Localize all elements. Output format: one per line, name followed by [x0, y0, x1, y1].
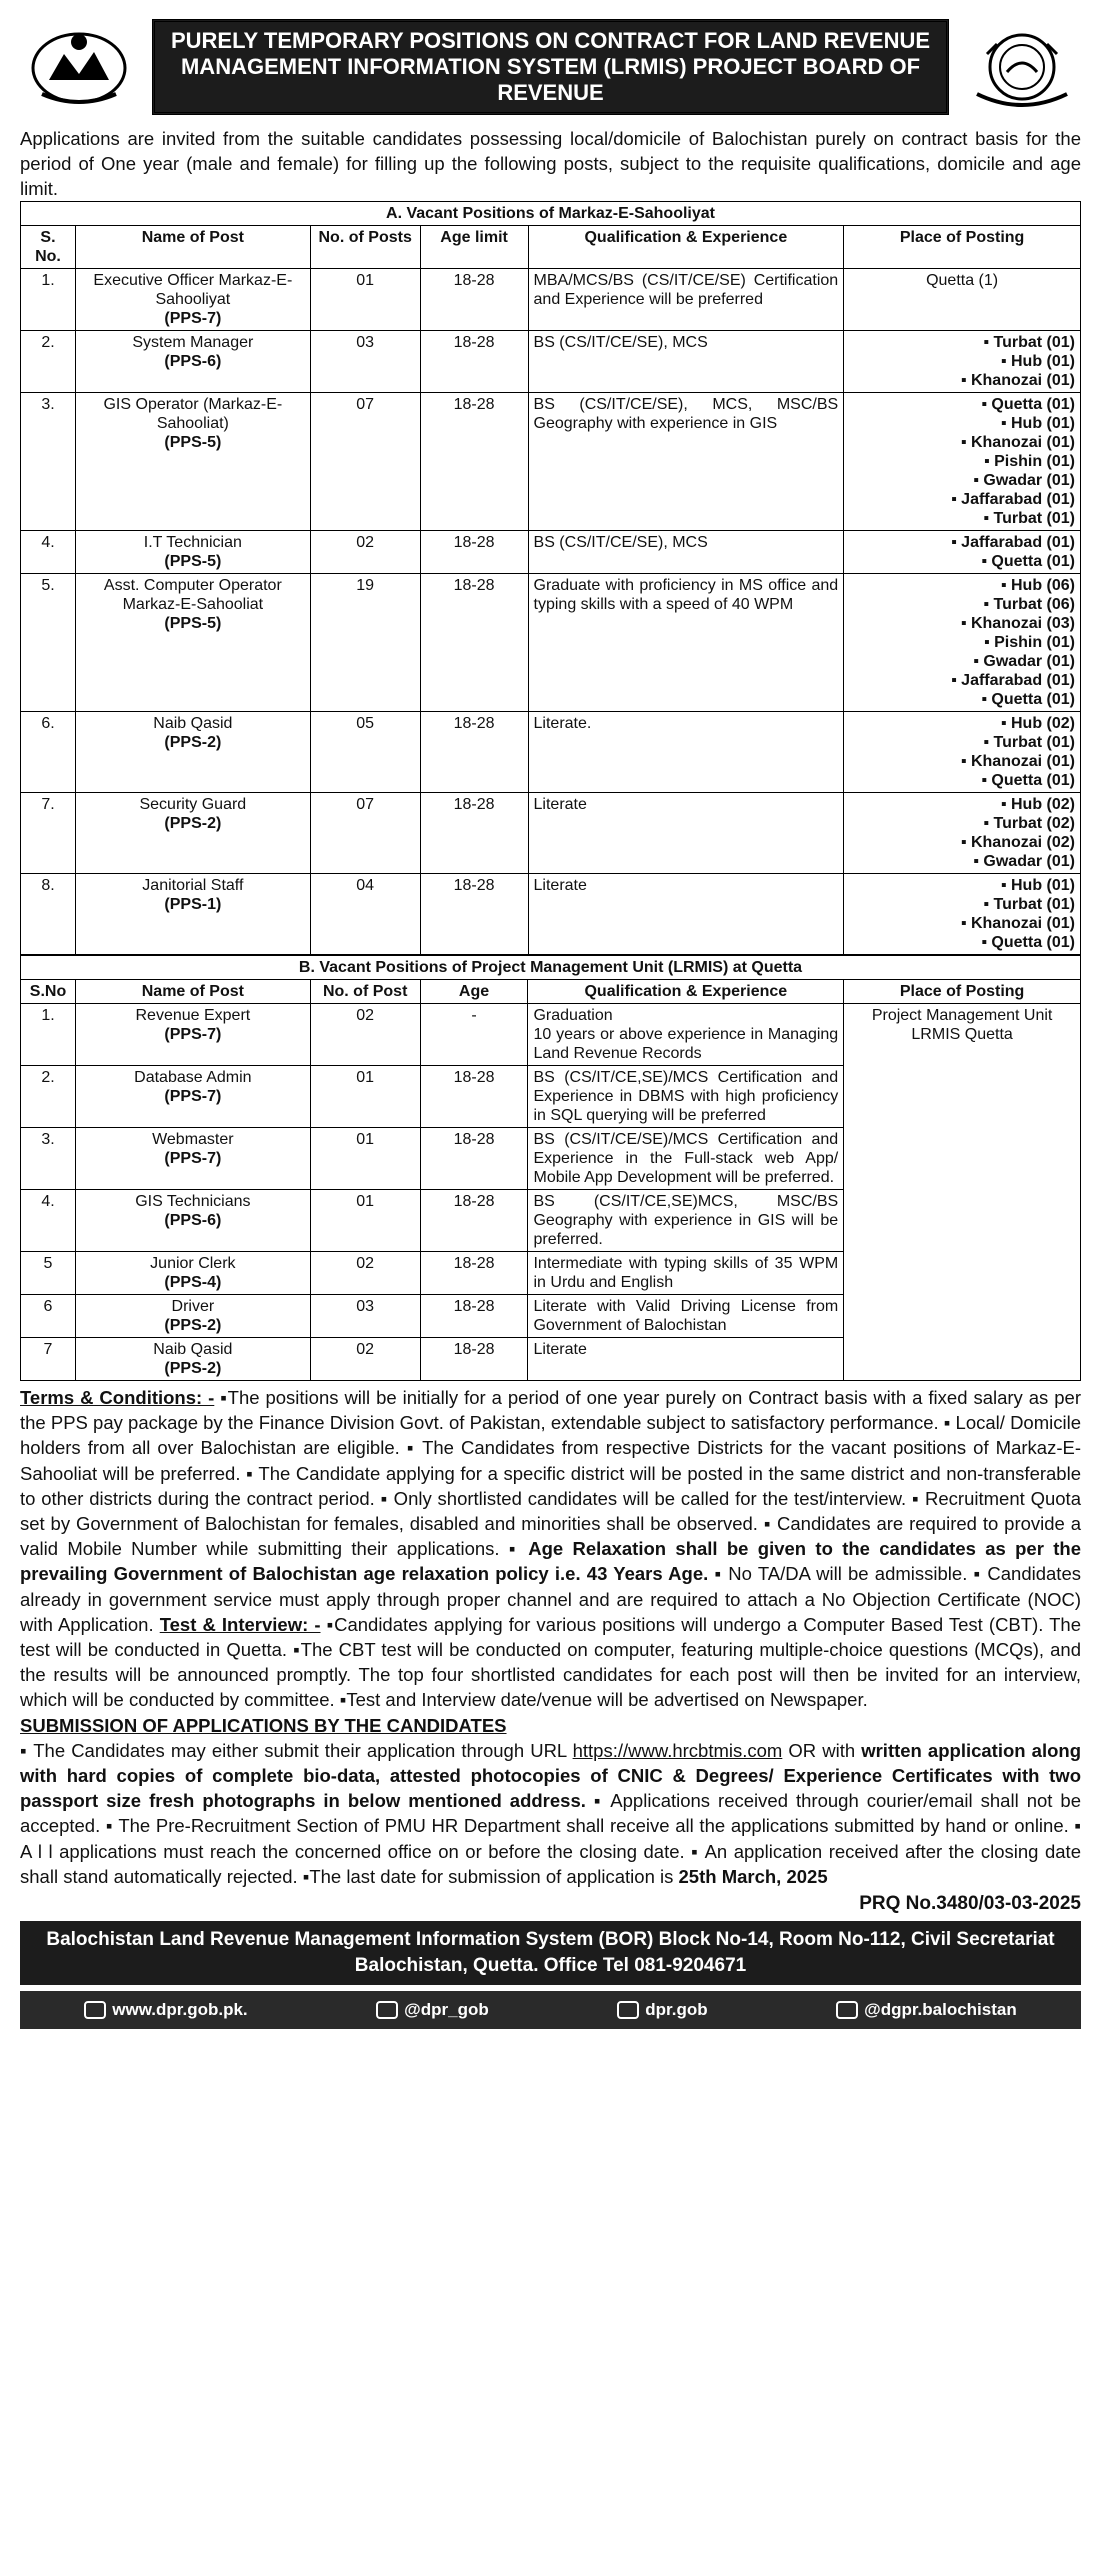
- age-limit: 18-28: [420, 1295, 528, 1338]
- qualification: Literate: [528, 874, 844, 955]
- post-name: [75, 1252, 310, 1295]
- place-item: ▪ Khanozai (01): [960, 372, 1075, 389]
- submission-heading: SUBMISSION OF APPLICATIONS BY THE CANDIDATES: [20, 1714, 507, 1736]
- column-header: S.No: [21, 980, 76, 1004]
- place-item: ▪ Gwadar (01): [973, 853, 1075, 870]
- pay-scale: (PPS-2): [164, 1360, 222, 1377]
- post-name: [75, 1190, 310, 1252]
- qualification: Literate.: [528, 712, 844, 793]
- terms-paragraph-1: ▪The positions will be initially for a period of one year purely on Contract basis with a fixed salary as per the PPS pay package by the Finance Division Govt. of Pakistan, extendable subject to satisfactory performance. ▪ Local/ Domicile holders from all over Balochistan are eligible. ▪ The Candidates from respective Districts for the vacant positions of Markaz-E-Sahooliat will be preferred. ▪ The Candidate applying for a specific district will be posted in the same district and non-transferable to other districts during the contract period. ▪ Only shortlisted candidates will be called for the test/interview. ▪ Recruitment Quota set by Government of Balochistan for females, disabled and minorities shall be observed. ▪ Candidates are required to provide a valid Mobile Number while submitting their applications.: [20, 1387, 1081, 1560]
- instagram-icon: [617, 2001, 639, 2019]
- age-limit: 18-28: [420, 393, 528, 531]
- age-limit: 18-28: [420, 1128, 528, 1190]
- twitter-label: @dpr_gob: [404, 2000, 489, 2020]
- prq-number: PRQ No.3480/03-03-2025: [859, 1893, 1081, 1915]
- place-item: ▪ Turbat (01): [983, 510, 1075, 527]
- number-of-posts: 01: [310, 269, 420, 331]
- place-item: ▪ Turbat (02): [983, 815, 1075, 832]
- post-title: Asst. Computer Operator Markaz-E-Sahooliat: [103, 577, 282, 613]
- age-limit: 18-28: [420, 874, 528, 955]
- column-header: No. of Posts: [310, 226, 420, 269]
- place-item: ▪ Quetta (01): [981, 691, 1075, 708]
- column-header: Qualification & Experience: [528, 226, 844, 269]
- submission-text-2: OR with: [782, 1739, 862, 1761]
- board-of-revenue-seal-icon: [963, 22, 1081, 112]
- place-of-posting: [844, 793, 1081, 874]
- table-row: [21, 874, 1081, 955]
- place-of-posting: Project Management Unit LRMIS Quetta: [844, 1004, 1081, 1381]
- qualification: BS (CS/IT/CE/SE), MCS: [528, 531, 844, 574]
- serial-number: 2.: [21, 1066, 76, 1128]
- post-title: GIS Technicians: [135, 1193, 251, 1210]
- number-of-posts: 02: [310, 1004, 420, 1066]
- serial-number: 4.: [21, 1190, 76, 1252]
- qualification: MBA/MCS/BS (CS/IT/CE/SE) Certification and Experience will be preferred: [528, 269, 844, 331]
- terms-paragraph-3: ▪Candidates applying for various positions will undergo a Computer Based Test (CBT). The test will be conducted in Quetta. ▪The CBT test will be conducted on computer, featuring multiple-choice questions (MCQs), and the results will be announced promptly. The top four shortlisted candidates for each post will then be invited for an interview, which will be conducted by committee. ▪Test and Interview date/venue will be advertised on Newspaper.: [20, 1613, 1081, 1711]
- balochistan-emblem-icon: [20, 22, 138, 112]
- number-of-posts: 03: [310, 331, 420, 393]
- twitter-item[interactable]: [376, 2000, 489, 2020]
- place-of-posting: [844, 531, 1081, 574]
- post-title: Executive Officer Markaz-E-Sahooliyat: [93, 272, 293, 308]
- footer-address: Balochistan Land Revenue Management Information System (BOR) Block No-14, Room No-112, Civil Secretariat Balochistan, Quetta. Office Tel 081-9204671: [20, 1921, 1081, 1985]
- age-limit: 18-28: [420, 1252, 528, 1295]
- website-item[interactable]: [84, 2000, 247, 2020]
- place-item: ▪ Turbat (06): [983, 596, 1075, 613]
- pay-scale: (PPS-6): [164, 353, 222, 370]
- post-name: [75, 1295, 310, 1338]
- intro-paragraph: Applications are invited from the suitable candidates possessing local/domicile of Balochistan purely on contract basis for the period of One year (male and female) for filling up the following posts, subject to the requisite qualifications, domicile and age limit.: [20, 128, 1081, 199]
- age-limit: 18-28: [420, 1066, 528, 1128]
- pay-scale: (PPS-1): [164, 896, 222, 913]
- section-a-title: A. Vacant Positions of Markaz-E-Sahooliyat: [21, 202, 1081, 226]
- column-header: No. of Post: [310, 980, 420, 1004]
- post-title: Webmaster: [152, 1131, 234, 1148]
- number-of-posts: 04: [310, 874, 420, 955]
- serial-number: 8.: [21, 874, 76, 955]
- application-url-link[interactable]: https://www.hrcbtmis.com: [572, 1739, 783, 1761]
- post-title: Revenue Expert: [135, 1007, 251, 1024]
- serial-number: 2.: [21, 331, 76, 393]
- qualification: BS (CS/IT/CE,SE)/MCS Certification and Experience in DBMS with high proficiency in SQL querying will be preferred: [528, 1066, 844, 1128]
- place-item: ▪ Hub (01): [1000, 415, 1075, 432]
- post-title: GIS Operator (Markaz-E-Sahooliat): [103, 396, 283, 432]
- age-limit: 18-28: [420, 1338, 528, 1381]
- serial-number: 6: [21, 1295, 76, 1338]
- place-item: ▪ Khanozai (01): [960, 915, 1075, 932]
- pay-scale: (PPS-5): [164, 615, 222, 632]
- globe-icon: [84, 2001, 106, 2019]
- place-item: ▪ Hub (06): [1000, 577, 1075, 594]
- table-row: [21, 793, 1081, 874]
- place-item: ▪ Quetta (01): [981, 772, 1075, 789]
- terms-paragraph-2: ▪ No TA/DA will be admissible. ▪ Candidates already in government service must apply through proper channel and are required to attach a No Objection Certificate (NOC) with Application.: [20, 1563, 1081, 1635]
- place-item: ▪ Khanozai (01): [960, 753, 1075, 770]
- test-interview-heading: Test & Interview: -: [159, 1613, 321, 1635]
- qualification: BS (CS/IT/CE/SE)/MCS Certification and Experience in the Full-stack web App/ Mobile App Development will be preferred.: [528, 1128, 844, 1190]
- submission-text-3: ▪ Applications received through courier/email shall not be accepted. ▪ The Pre-Recruitment Section of PMU HR Department shall receive all the applications submitted by hand or online. ▪ A l l applications must reach the concerned office on or before the closing date. ▪ An application received after the closing date shall stand automatically rejected. ▪The last date for submission of application is: [20, 1790, 1081, 1887]
- place-item: ▪ Khanozai (01): [960, 434, 1075, 451]
- post-name: [75, 269, 310, 331]
- column-header: Name of Post: [75, 980, 310, 1004]
- place-item: ▪ Jaffarabad (01): [951, 534, 1075, 551]
- qualification: BS (CS/IT/CE/SE), MCS, MSC/BS Geography with experience in GIS: [528, 393, 844, 531]
- website-label: www.dpr.gob.pk.: [112, 2000, 248, 2020]
- post-name: [75, 1338, 310, 1381]
- post-name: [75, 1128, 310, 1190]
- facebook-item[interactable]: [836, 2000, 1017, 2020]
- place-of-posting: [844, 874, 1081, 955]
- age-limit: 18-28: [420, 574, 528, 712]
- submission-text-1: ▪ The Candidates may either submit their application through URL: [20, 1739, 573, 1761]
- post-name: [75, 874, 310, 955]
- place-item: ▪ Turbat (01): [983, 734, 1075, 751]
- section-a-table: [20, 201, 1081, 955]
- pay-scale: (PPS-2): [164, 815, 222, 832]
- place-item: ▪ Jaffarabad (01): [951, 491, 1075, 508]
- post-title: Database Admin: [134, 1069, 252, 1086]
- age-limit: 18-28: [420, 1190, 528, 1252]
- serial-number: 4.: [21, 531, 76, 574]
- column-header: Place of Posting: [844, 980, 1081, 1004]
- terms-section: [20, 1385, 1081, 1889]
- table-row: [21, 393, 1081, 531]
- serial-number: 7.: [21, 793, 76, 874]
- post-title: Security Guard: [139, 796, 247, 813]
- place-item: ▪ Turbat (01): [983, 334, 1075, 351]
- last-date: 25th March, 2025: [678, 1865, 828, 1887]
- pay-scale: (PPS-7): [164, 1150, 222, 1167]
- post-name: [75, 793, 310, 874]
- place-item: ▪ Hub (02): [1000, 715, 1075, 732]
- place-item: ▪ Khanozai (02): [960, 834, 1075, 851]
- table-row: [21, 531, 1081, 574]
- table-row: [21, 331, 1081, 393]
- post-title: Driver: [171, 1298, 215, 1315]
- instagram-label: dpr.gob: [645, 2000, 708, 2020]
- table-row: [21, 712, 1081, 793]
- place-item: Quetta (1): [926, 272, 999, 289]
- place-item: ▪ Gwadar (01): [973, 472, 1075, 489]
- pay-scale: (PPS-2): [164, 1317, 222, 1334]
- place-item: ▪ Jaffarabad (01): [951, 672, 1075, 689]
- pay-scale: (PPS-7): [164, 1026, 222, 1043]
- place-item: ▪ Pishin (01): [983, 634, 1075, 651]
- facebook-icon: [836, 2001, 858, 2019]
- section-b-title: B. Vacant Positions of Project Management Unit (LRMIS) at Quetta: [21, 956, 1081, 980]
- serial-number: 6.: [21, 712, 76, 793]
- column-header: Place of Posting: [844, 226, 1081, 269]
- number-of-posts: 03: [310, 1295, 420, 1338]
- qualification: BS (CS/IT/CE/SE), MCS: [528, 331, 844, 393]
- serial-number: 3.: [21, 393, 76, 531]
- post-name: [75, 393, 310, 531]
- place-item: ▪ Hub (02): [1000, 796, 1075, 813]
- facebook-label: @dgpr.balochistan: [864, 2000, 1017, 2020]
- qualification: Literate: [528, 1338, 844, 1381]
- age-limit: 18-28: [420, 712, 528, 793]
- pay-scale: (PPS-6): [164, 1212, 222, 1229]
- age-limit: 18-28: [420, 793, 528, 874]
- submission-bold-text: written application along with hard copies of complete bio-data, attested photocopies of CNIC & Degrees/ Experience Certificates with two passport size fresh photographs in below mentioned address.: [20, 1739, 1081, 1812]
- serial-number: 3.: [21, 1128, 76, 1190]
- qualification: Intermediate with typing skills of 35 WPM in Urdu and English: [528, 1252, 844, 1295]
- age-relaxation-text: ▪ Age Relaxation shall be given to the candidates as per the prevailing Government of Balochistan age relaxation policy i.e. 43 Years Age.: [20, 1538, 1081, 1585]
- qualification: BS (CS/IT/CE,SE)MCS, MSC/BS Geography with experience in GIS will be preferred.: [528, 1190, 844, 1252]
- place-item: ▪ Quetta (01): [981, 396, 1075, 413]
- qualification: Graduation 10 years or above experience in Managing Land Revenue Records: [528, 1004, 844, 1066]
- table-row: [21, 574, 1081, 712]
- post-title: System Manager: [132, 334, 254, 351]
- terms-heading: Terms & Conditions: -: [20, 1387, 215, 1408]
- qualification: Literate: [528, 793, 844, 874]
- column-header: S. No.: [21, 226, 76, 269]
- social-bar: [20, 1991, 1081, 2029]
- number-of-posts: 01: [310, 1128, 420, 1190]
- place-item: ▪ Khanozai (03): [960, 615, 1075, 632]
- number-of-posts: 02: [310, 1338, 420, 1381]
- number-of-posts: 01: [310, 1190, 420, 1252]
- section-b-table: [20, 955, 1081, 1381]
- post-name: [75, 1066, 310, 1128]
- serial-number: 1.: [21, 269, 76, 331]
- post-name: [75, 712, 310, 793]
- column-header: Qualification & Experience: [528, 980, 844, 1004]
- number-of-posts: 02: [310, 1252, 420, 1295]
- number-of-posts: 19: [310, 574, 420, 712]
- place-item: ▪ Hub (01): [1000, 353, 1075, 370]
- table-row: [21, 269, 1081, 331]
- pay-scale: (PPS-4): [164, 1274, 222, 1291]
- pay-scale: (PPS-5): [164, 553, 222, 570]
- qualification: Graduate with proficiency in MS office and typing skills with a speed of 40 WPM: [528, 574, 844, 712]
- post-title: Naib Qasid: [153, 1341, 233, 1358]
- age-limit: 18-28: [420, 331, 528, 393]
- serial-number: 7: [21, 1338, 76, 1381]
- place-of-posting: [844, 331, 1081, 393]
- place-of-posting: [844, 393, 1081, 531]
- place-item: ▪ Quetta (01): [981, 934, 1075, 951]
- pay-scale: (PPS-7): [164, 1088, 222, 1105]
- place-item: ▪ Quetta (01): [981, 553, 1075, 570]
- place-item: ▪ Gwadar (01): [973, 653, 1075, 670]
- serial-number: 5.: [21, 574, 76, 712]
- column-header: Name of Post: [75, 226, 310, 269]
- qualification: Literate with Valid Driving License from Government of Balochistan: [528, 1295, 844, 1338]
- age-limit: 18-28: [420, 269, 528, 331]
- column-header: Age: [420, 980, 528, 1004]
- post-name: [75, 531, 310, 574]
- number-of-posts: 07: [310, 793, 420, 874]
- place-item: ▪ Turbat (01): [983, 896, 1075, 913]
- age-limit: -: [420, 1004, 528, 1066]
- post-title: Janitorial Staff: [142, 877, 244, 894]
- post-name: [75, 1004, 310, 1066]
- place-of-posting: [844, 269, 1081, 331]
- serial-number: 1.: [21, 1004, 76, 1066]
- serial-number: 5: [21, 1252, 76, 1295]
- twitter-icon: [376, 2001, 398, 2019]
- age-limit: 18-28: [420, 531, 528, 574]
- instagram-item[interactable]: [617, 2000, 707, 2020]
- pay-scale: (PPS-5): [164, 434, 222, 451]
- place-of-posting: [844, 712, 1081, 793]
- number-of-posts: 02: [310, 531, 420, 574]
- post-title: Naib Qasid: [153, 715, 233, 732]
- place-item: ▪ Hub (01): [1000, 877, 1075, 894]
- page-title: PURELY TEMPORARY POSITIONS ON CONTRACT FOR LAND REVENUE MANAGEMENT INFORMATION SYSTEM (LRMIS) PROJECT BOARD OF REVENUE: [152, 19, 949, 115]
- number-of-posts: 05: [310, 712, 420, 793]
- number-of-posts: 07: [310, 393, 420, 531]
- post-title: I.T Technician: [143, 534, 242, 551]
- header: [20, 18, 1081, 116]
- number-of-posts: 01: [310, 1066, 420, 1128]
- place-item: ▪ Pishin (01): [983, 453, 1075, 470]
- pay-scale: (PPS-2): [164, 734, 222, 751]
- post-title: Junior Clerk: [150, 1255, 236, 1272]
- table-row: [21, 1004, 1081, 1066]
- place-of-posting: [844, 574, 1081, 712]
- column-header: Age limit: [420, 226, 528, 269]
- post-name: [75, 331, 310, 393]
- pay-scale: (PPS-7): [164, 310, 222, 327]
- post-name: [75, 574, 310, 712]
